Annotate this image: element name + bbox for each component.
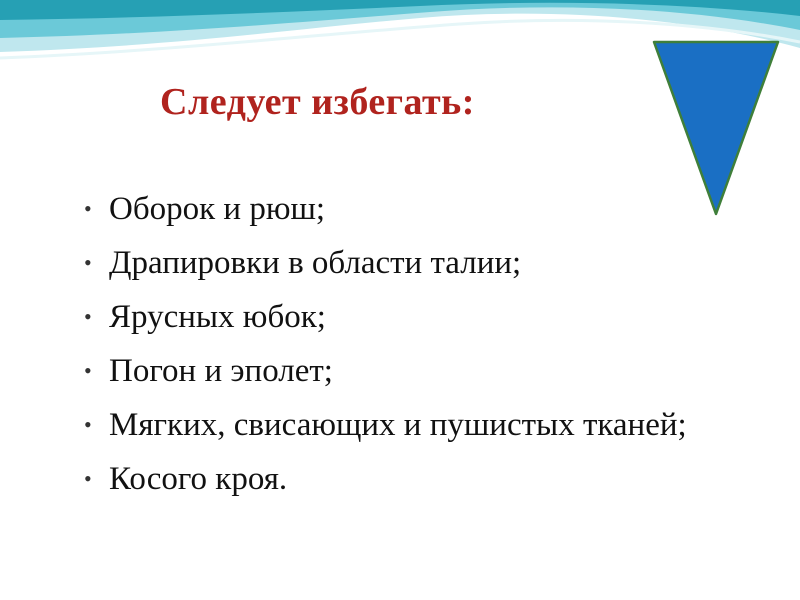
list-item [82,344,709,398]
bullet-dot-icon: • [84,412,92,437]
list-item [82,398,709,452]
list-item [82,452,709,506]
list-item-text: Косого кроя. [109,461,288,497]
bullet-dot-icon: • [84,466,92,491]
list-item [82,236,709,290]
list-item [82,182,709,236]
list-item-text: Оборок и рюш; [109,191,326,227]
list-item-text: Драпировки в области талии; [109,245,522,281]
list-item-text: Ярусных юбок; [109,299,326,335]
list-item-text: Мягких, свисающих и пушистых тканей; [109,407,687,443]
bullet-dot-icon: • [84,250,92,275]
bullet-dot-icon: • [84,304,92,329]
bullet-list [82,182,709,506]
bullet-dot-icon: • [84,196,92,221]
list-item [82,290,709,344]
slide-title: Следует избегать: [160,81,475,123]
list-item-text: Погон и эполет; [109,353,333,389]
bullet-dot-icon: • [84,358,92,383]
